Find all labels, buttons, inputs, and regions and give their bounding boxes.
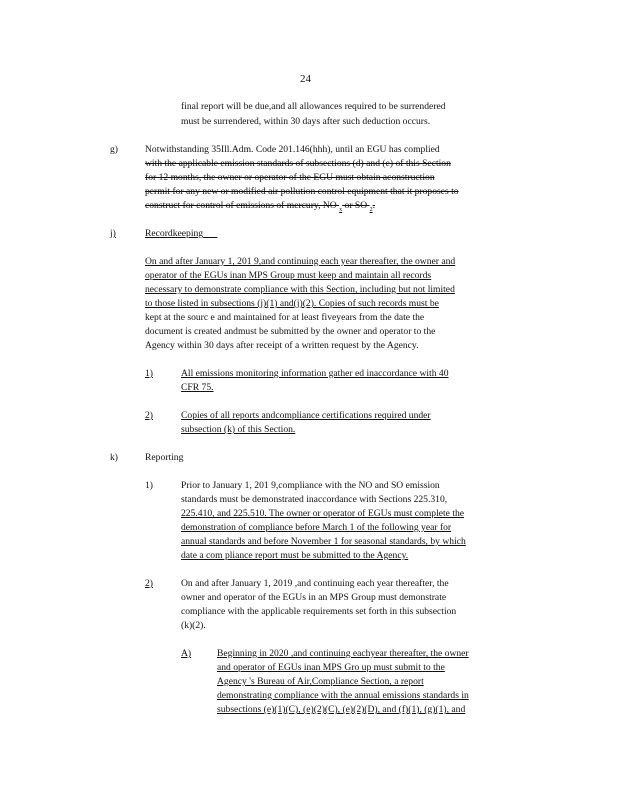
text-line: demonstrating compliance with the annual emissions standards in <box>217 690 469 701</box>
item-label: 2) <box>145 578 153 589</box>
text-line: Prior to January 1, 201 9,compliance with the NO and SO emission <box>181 480 440 491</box>
text-line: final report will be due,and all allowances required to be surrendered <box>181 101 446 112</box>
text-line: Agency 's Bureau of Air,Compliance Section, a report <box>217 676 424 687</box>
text-line: 225.410, and 225.510. The owner or operator of EGUs must complete the <box>181 508 465 519</box>
text-line: operator of the EGUs inan MPS Group must keep and maintain all records <box>145 270 432 281</box>
text-line: must be surrendered, within 30 days after such deduction occurs. <box>181 116 431 127</box>
page-number: 24 <box>300 73 311 85</box>
item-label: A) <box>181 648 192 659</box>
text-line: On and after January 1, 2019 ,and continuing each year thereafter, the <box>181 578 449 589</box>
section-label: g) <box>110 144 118 155</box>
text-line: Beginning in 2020 ,and continuing eachyear thereafter, the owner <box>217 648 469 659</box>
text-line: subsection (k) of this Section. <box>181 424 296 435</box>
text-line: necessary to demonstrate compliance with this Section, including but not limited <box>145 284 455 295</box>
item-label: 1) <box>145 480 153 491</box>
section-heading: Reporting <box>145 452 184 463</box>
text-line: to those listed in subsections (j)(1) and(j)(2). Copies of such records must be <box>145 298 439 309</box>
text-line: and operator of EGUs inan MPS Gro up must submit to the <box>217 662 445 673</box>
struck-text: construct for control of emissions of mercury, NO <box>145 200 340 211</box>
text-line: kept at the sourc e and maintained for at least fiveyears from the date the <box>145 312 425 323</box>
section-heading: Recordkeeping <box>145 228 204 239</box>
text-line: demonstration of compliance before March 1 of the following year for <box>181 522 452 533</box>
text-line: On and after January 1, 201 9,and continuing each year thereafter, the owner and <box>145 256 456 267</box>
text-line: document is created andmust be submitted by the owner and operator to the <box>145 326 436 337</box>
struck-text-line: construct for control of emissions of mercury, NO $_x$ or SO $_2$. <box>145 200 375 213</box>
struck-text-line: for 12 months, the owner or operator of the EGU must obtain aconstruction <box>145 172 435 183</box>
struck-text-line: permit for any new or modified air pollution control equipment that it proposes to <box>145 186 459 197</box>
text-line: (k)(2). <box>181 620 206 631</box>
text-line: owner and operator of the EGUs in an MPS Group must demonstrate <box>181 592 447 603</box>
struck-text: or SO <box>342 200 370 211</box>
text-line: CFR 75. <box>181 382 214 393</box>
item-label: 1) <box>145 368 153 379</box>
item-label: 2) <box>145 410 153 421</box>
text-line: standards must be demonstrated inaccordance with Sections 225.310, <box>181 494 448 505</box>
text-line: Notwithstanding 35Ill.Adm. Code 201.146(hhh), until an EGU has complied <box>145 144 440 155</box>
struck-text-line: with the applicable emission standards of subsections (d) and (e) of this Section <box>145 158 451 169</box>
text-line: annual standards and before November 1 for seasonal standards, by which <box>181 536 466 547</box>
text-line: compliance with the applicable requirements set forth in this subsection <box>181 606 457 617</box>
section-label: j) <box>110 228 116 239</box>
text-line: All emissions monitoring information gather ed inaccordance with 40 <box>181 368 449 379</box>
text-line: date a com pliance report must be submitted to the Agency. <box>181 550 409 561</box>
text-line: Copies of all reports andcompliance certifications required under <box>181 410 431 421</box>
text-line: subsections (e)(1)(C), (e)(2)(C), (e)(2)(D), and (f)(1), (g)(1), and <box>217 704 466 715</box>
section-label: k) <box>110 452 118 463</box>
text-line: Agency within 30 days after receipt of a written request by the Agency. <box>145 340 419 351</box>
